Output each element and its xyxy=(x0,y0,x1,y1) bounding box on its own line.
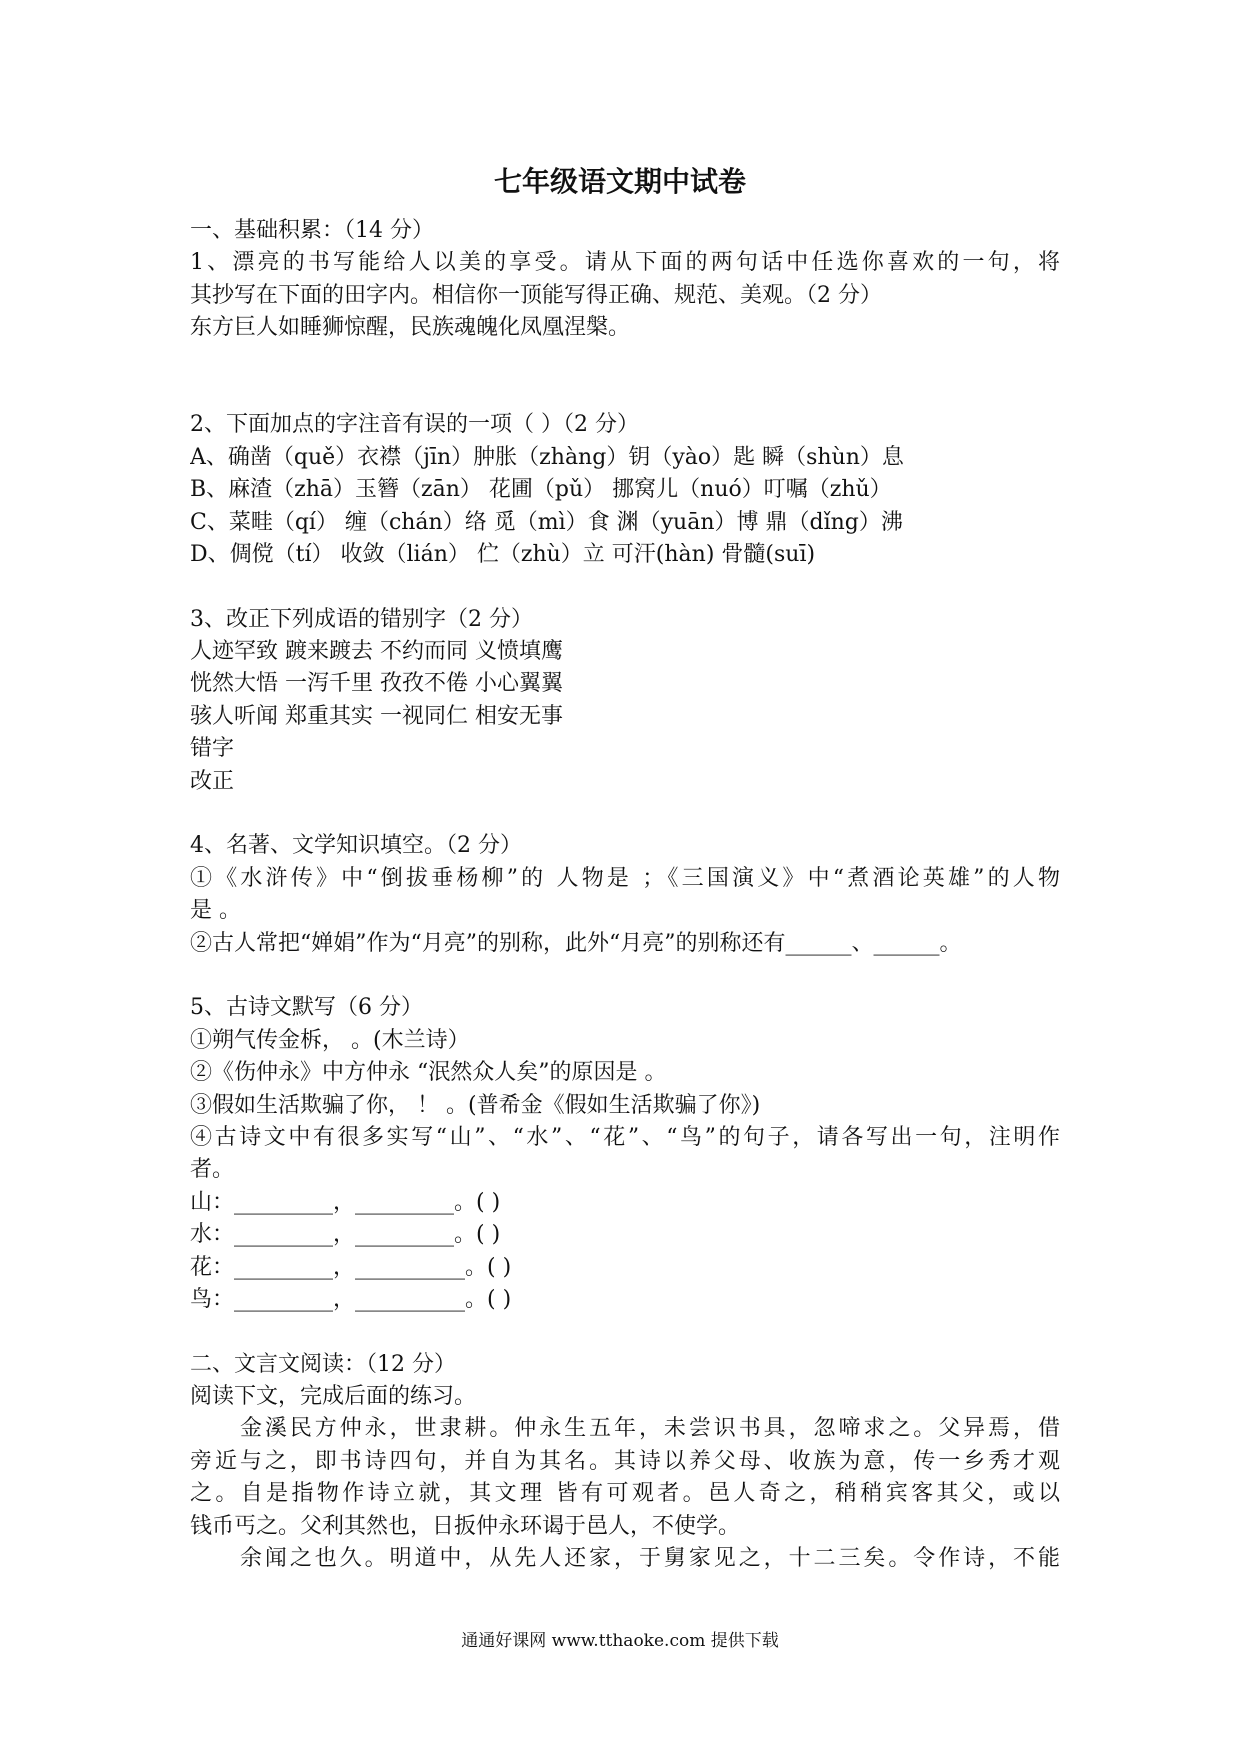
blank-space xyxy=(190,377,1060,409)
text-line: B、麻渣（zhā）玉簪（zān） 花圃（pǔ） 挪窝儿（nuó）叮嘱（zhǔ） xyxy=(190,477,892,503)
text-line: 5、古诗文默写（6 分） xyxy=(190,995,423,1021)
text-line: ①《水浒传》中“倒拔垂杨柳”的 人物是 ；《三国演义》中“煮酒论英雄”的人物 xyxy=(190,865,1060,891)
text-line: 余闻之也久。明道中，从先人还家，于舅家见之，十二三矣。令作诗，不能 xyxy=(240,1546,1060,1572)
blank-space xyxy=(190,1316,1060,1348)
text-line: 之。自是指物作诗立就，其文理 皆有可观者。邑人奇之，稍稍宾客其父，或以 xyxy=(190,1481,1060,1507)
blank-space xyxy=(190,960,1060,992)
text-line: ④古诗文中有很多实写“山”、“水”、“花”、“鸟”的句子，请各写出一句，注明作 xyxy=(190,1124,1060,1150)
text-line: 旁近与之，即书诗四句，并自为其名。其诗以养父母、收族为意，传一乡秀才观 xyxy=(190,1448,1060,1474)
text-line: 钱币丐之。父利其然也，日扳仲永环谒于邑人，不使学。 xyxy=(190,1513,741,1539)
text-line: 一、基础积累：（14 分） xyxy=(190,218,434,243)
text-line: 金溪民方仲永，世隶耕。仲永生五年，未尝识书具，忽啼求之。父异焉，借 xyxy=(240,1416,1060,1442)
blank-space xyxy=(190,798,1060,830)
text-line: 错字 xyxy=(190,736,235,762)
text-line: A、确凿（quě）衣襟（jīn）肿胀（zhàng）钥（yào）匙 瞬（shùn）息 xyxy=(190,444,904,470)
text-line: 4、名著、文学知识填空。（2 分） xyxy=(190,833,522,859)
text-line: 其抄写在下面的田字内。相信你一顶能写得正确、规范、美观。（2 分） xyxy=(190,282,882,308)
text-line: ②古人常把“婵娟”作为“月亮”的别称，此外“月亮”的别称还有______、______。 xyxy=(190,930,962,956)
text-line: 2、下面加点的字注音有误的一项（ ）（2 分） xyxy=(190,412,639,438)
text-line: 鸟：_________，__________。( ) xyxy=(190,1286,512,1312)
text-line: C、菜畦（qí） 缠（chán）络 觅（mì）食 渊（yuān）博 鼎（dǐng）沸 xyxy=(190,509,903,535)
text-line: 3、改正下列成语的错别字（2 分） xyxy=(190,606,533,632)
text-line: 骇人听闻 郑重其实 一视同仁 相安无事 xyxy=(190,703,563,729)
text-line: 山：_________，_________。( ) xyxy=(190,1189,501,1215)
text-line: 人迹罕致 踱来踱去 不约而同 义愤填鹰 xyxy=(190,639,563,665)
text-line: 1、漂亮的书写能给人以美的享受。请从下面的两句话中任选你喜欢的一句，将 xyxy=(190,250,1060,276)
page-title: 七年级语文期中试卷 xyxy=(493,165,746,198)
text-line: ①朔气传金柝， 。(木兰诗） xyxy=(190,1027,470,1053)
text-line: ②《伤仲永》中方仲永 “泯然众人矣”的原因是 。 xyxy=(190,1060,667,1086)
text-line: 东方巨人如睡狮惊醒，民族魂魄化凤凰涅槃。 xyxy=(190,315,631,341)
text-line: D、倜傥（tí） 收敛（lián） 伫（zhù）立 可汗(hàn) 骨髓(suī) xyxy=(190,541,816,567)
text-line: 恍然大悟 一泻千里 孜孜不倦 小心翼翼 xyxy=(190,671,563,697)
text-line: 是 。 xyxy=(190,898,241,924)
blank-space xyxy=(190,345,1060,377)
exam-content xyxy=(190,215,1060,1575)
text-line: ③假如生活欺骗了你， ！ 。(普希金《假如生活欺骗了你》) xyxy=(190,1092,761,1118)
blank-space xyxy=(190,571,1060,603)
text-line: 改正 xyxy=(190,768,235,794)
text-line: 水：_________，_________。( ) xyxy=(190,1222,501,1248)
page-footer: 通通好课网 www.tthaoke.com 提供下载 xyxy=(461,1631,779,1651)
text-line: 阅读下文，完成后面的练习。 xyxy=(190,1384,477,1410)
text-line: 花：_________，__________。( ) xyxy=(190,1254,512,1280)
text-line: 二、文言文阅读：（12 分） xyxy=(190,1351,456,1377)
text-line: 者。 xyxy=(190,1157,235,1183)
